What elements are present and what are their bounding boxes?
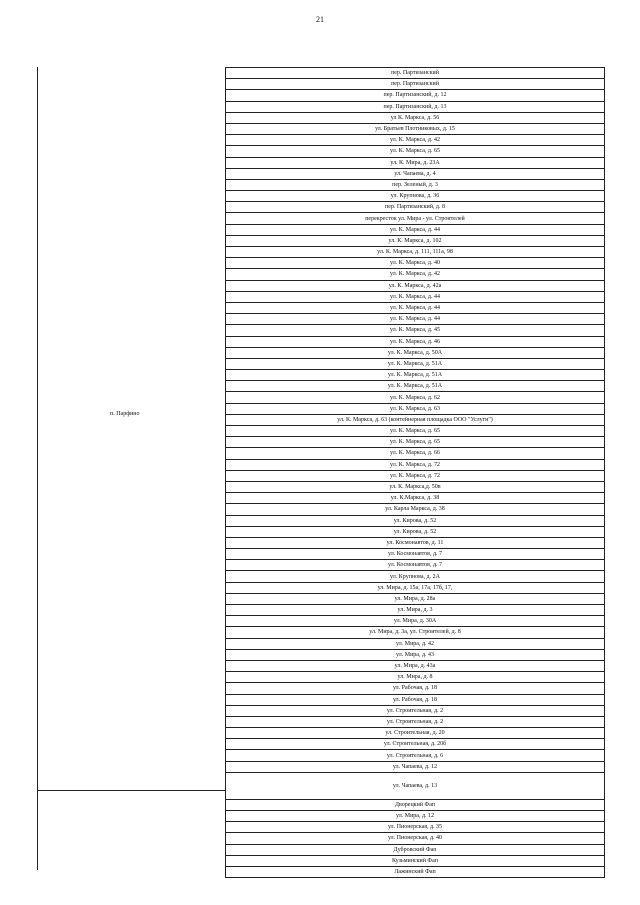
- address-cell: перекресток ул. Мира - ул. Строителей: [226, 213, 605, 224]
- address-cell: пер. Зеленый, д. 3: [226, 179, 605, 190]
- table-row: [226, 437, 605, 448]
- address-cell: ул. К. Маркса,д. 50в: [226, 481, 605, 492]
- table-row: [226, 772, 605, 799]
- address-cell: ул. К. Маркса, д. 45: [226, 325, 605, 336]
- address-cell: ул. К. Маркса, д. 50А: [226, 347, 605, 358]
- address-cell: ул. Рабочая, д. 18: [226, 683, 605, 694]
- table-row: [226, 582, 605, 593]
- table-row: [226, 202, 605, 213]
- address-cell: ул. К. Маркса, д. 63 (контейнерная площадка ООО "Услуги"): [226, 414, 605, 425]
- address-cell: ул. Карла Маркса, д. 38: [226, 504, 605, 515]
- table-row: [226, 493, 605, 504]
- table-row: [226, 605, 605, 616]
- address-cell: ул. Мира, д. 15а, 17а, 17б, 17,: [226, 582, 605, 593]
- address-cell: пер. Партизанский, д. 13: [226, 101, 605, 112]
- table-row: [226, 728, 605, 739]
- address-cell: ул. Строительная, д. 2: [226, 716, 605, 727]
- table-row: [226, 811, 605, 822]
- table-row: [226, 325, 605, 336]
- address-cell: ул. Рабочая, д. 18: [226, 694, 605, 705]
- address-table: [225, 67, 605, 878]
- address-cell: ул. Мира, д. 8: [226, 672, 605, 683]
- table-row: [226, 370, 605, 381]
- table-row: [226, 146, 605, 157]
- table-row: [226, 358, 605, 369]
- address-cell: ул. Космонавтов, д. 7: [226, 549, 605, 560]
- address-cell: ул. К. Маркса, д. 72: [226, 459, 605, 470]
- address-cell: ул. К. Маркса, д. 42: [226, 269, 605, 280]
- address-cell: пер. Партизанский, д. 12: [226, 90, 605, 101]
- address-cell: ул. К. Маркса, д. 40: [226, 258, 605, 269]
- address-cell: ул. Строительная, д. 20б: [226, 739, 605, 750]
- address-cell: ул. К. Маркса, д. 66: [226, 448, 605, 459]
- address-cell: ул. К. Маркса, д. 51А: [226, 358, 605, 369]
- address-cell: ул. Мира, д. 43а: [226, 660, 605, 671]
- table-row: [226, 761, 605, 772]
- address-cell: ул. К. Мира, д. 23А: [226, 157, 605, 168]
- table-row: [226, 90, 605, 101]
- table-row: [226, 638, 605, 649]
- address-cell: Дубровский Фап: [226, 844, 605, 855]
- table-row: [226, 247, 605, 258]
- address-cell: ул. Космонавтов, д. 11: [226, 537, 605, 548]
- address-cell: ул. Мира, д. 28а: [226, 593, 605, 604]
- table-row: [226, 224, 605, 235]
- table-row: [226, 112, 605, 123]
- address-cell: ул. К. Маркса, д. 46: [226, 336, 605, 347]
- table-row: [226, 716, 605, 727]
- table-row: [226, 593, 605, 604]
- address-cell: ул. Мира, д. 30А: [226, 616, 605, 627]
- table-row: [226, 269, 605, 280]
- table-row: [226, 705, 605, 716]
- address-cell: ул. Пионерская, д. 40: [226, 833, 605, 844]
- page-number: 21: [316, 15, 324, 24]
- address-cell: ул. Космонавтов, д. 7: [226, 560, 605, 571]
- table-row: [226, 135, 605, 146]
- table-row: [226, 123, 605, 134]
- address-cell: ул. К. Маркса, д. 44: [226, 224, 605, 235]
- table-row: [226, 549, 605, 560]
- address-cell: ул. К.Маркса, д. 38: [226, 493, 605, 504]
- address-cell: ул. Строительная, д. 2: [226, 705, 605, 716]
- address-cell: ул. К. Маркса, д. 63: [226, 403, 605, 414]
- table-row: [226, 426, 605, 437]
- table-row: [226, 101, 605, 112]
- address-cell: ул. Крупнова, д. 36: [226, 191, 605, 202]
- address-cell: Лажинский Фап: [226, 866, 605, 877]
- address-list: [226, 68, 605, 878]
- table-row: [226, 560, 605, 571]
- table-row: [226, 750, 605, 761]
- table-row: [226, 627, 605, 638]
- address-cell: ул. Крупнова, д. 2А: [226, 571, 605, 582]
- address-cell: ул. К. Маркса, д. 44: [226, 302, 605, 313]
- table-row: [226, 157, 605, 168]
- table-row: [226, 414, 605, 425]
- address-cell: ул. К. Маркса, д. 111, 111а, 98: [226, 247, 605, 258]
- table-row: [226, 855, 605, 866]
- table-row: [226, 616, 605, 627]
- table-row: [226, 844, 605, 855]
- table-row: [226, 179, 605, 190]
- table-row: [226, 302, 605, 313]
- address-cell: ул. К. Маркса, д. 44: [226, 291, 605, 302]
- address-cell: ул. К. Маркса, д. 62: [226, 392, 605, 403]
- address-cell: ул. К. Маркса, д. 102: [226, 235, 605, 246]
- table-row: [226, 191, 605, 202]
- address-cell: ул. К. Маркса, д. 65: [226, 426, 605, 437]
- address-cell: ул. Чапаева, д. 12: [226, 761, 605, 772]
- address-cell: ул. К. Маркса, д. 65: [226, 146, 605, 157]
- table-row: [226, 799, 605, 810]
- address-cell: ул. К. Маркса, д. 51А: [226, 370, 605, 381]
- table-row: [226, 683, 605, 694]
- table-row: [226, 694, 605, 705]
- table-row: [226, 381, 605, 392]
- table-row: [226, 481, 605, 492]
- address-cell: ул. Строительная, д. 6: [226, 750, 605, 761]
- table-row: [226, 571, 605, 582]
- address-cell: пер. Партизанский, д. 8: [226, 202, 605, 213]
- table-row: [226, 392, 605, 403]
- table-row: [226, 213, 605, 224]
- address-cell: ул. Мира, д. 43: [226, 649, 605, 660]
- table-row: [226, 660, 605, 671]
- table-row: [226, 235, 605, 246]
- address-cell: ул. Мира, д. 42: [226, 638, 605, 649]
- table-row: [226, 833, 605, 844]
- address-cell: ул К. Маркса, д. 56: [226, 112, 605, 123]
- table-row: [226, 403, 605, 414]
- address-cell: ул. Строительная, д. 20: [226, 728, 605, 739]
- address-cell: ул. Мира, д. 3: [226, 605, 605, 616]
- table-row: [226, 258, 605, 269]
- table-row: [226, 79, 605, 90]
- address-cell: Дворецкий Фап: [226, 799, 605, 810]
- address-cell: Кузьминский Фап: [226, 855, 605, 866]
- address-cell: ул. К. Маркса, д. 44: [226, 314, 605, 325]
- address-cell: ул. Мира, д. 3а, ул. Строителей, д. 8: [226, 627, 605, 638]
- settlement-name: п. Парфино: [110, 411, 140, 417]
- table-row: [226, 280, 605, 291]
- address-cell: пер. Партизанский: [226, 79, 605, 90]
- address-cell: ул. Кирова, д. 52: [226, 515, 605, 526]
- table-row: [226, 822, 605, 833]
- table-row: [226, 459, 605, 470]
- left-column-rule: [37, 67, 38, 790]
- address-cell: ул. К. Маркса, д. 65: [226, 437, 605, 448]
- table-row: [226, 649, 605, 660]
- table-row: [226, 291, 605, 302]
- address-cell: ул. Чапаева, д. 13: [226, 772, 605, 799]
- table-row: [226, 537, 605, 548]
- table-row: [226, 68, 605, 79]
- table-row: [226, 314, 605, 325]
- address-cell: ул. Пионерская, д. 35: [226, 822, 605, 833]
- address-cell: ул. К. Маркса, д. 72: [226, 470, 605, 481]
- table-row: [226, 168, 605, 179]
- group-divider: [37, 790, 225, 791]
- address-cell: ул. К. Маркса, д. 42: [226, 135, 605, 146]
- address-cell: ул. Братьев Плотниковых, д. 15: [226, 123, 605, 134]
- table-row: [226, 672, 605, 683]
- address-cell: пер. Партизанский: [226, 68, 605, 79]
- table-row: [226, 515, 605, 526]
- address-cell: ул. Кирова, д. 52: [226, 526, 605, 537]
- address-cell: ул. Чапаева, д. 4: [226, 168, 605, 179]
- address-cell: ул. К. Маркса, д. 42а: [226, 280, 605, 291]
- table-row: [226, 336, 605, 347]
- address-cell: ул. К. Маркса, д. 51А: [226, 381, 605, 392]
- left-column-rule-lower: [37, 790, 38, 870]
- table-row: [226, 448, 605, 459]
- table-row: [226, 470, 605, 481]
- table-row: [226, 526, 605, 537]
- address-cell: ул. Мира, д. 12: [226, 811, 605, 822]
- table-row: [226, 866, 605, 877]
- table-row: [226, 739, 605, 750]
- table-row: [226, 504, 605, 515]
- table-row: [226, 347, 605, 358]
